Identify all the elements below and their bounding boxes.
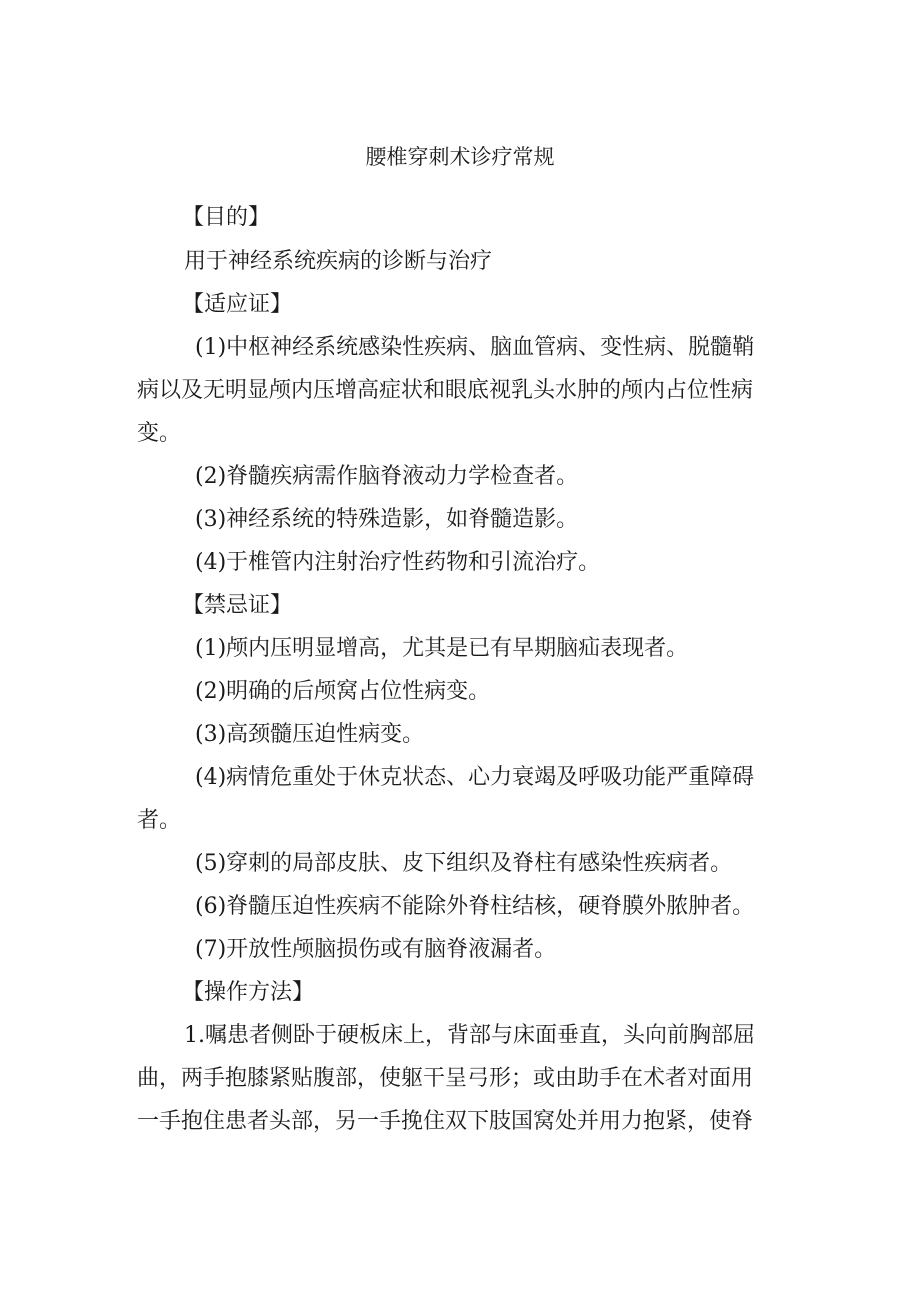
- paragraph-line: (1)中枢神经系统感染性疾病、脑血管病、变性病、脱髓鞘: [195, 335, 755, 360]
- paragraph-line: (7)开放性颅脑损伤或有脑脊液漏者。: [195, 937, 557, 962]
- paragraph-line: (3)高颈髓压迫性病变。: [195, 722, 425, 747]
- paragraph-line: (6)脊髓压迫性疾病不能除外脊柱结核，硬脊膜外脓肿者。: [195, 894, 755, 919]
- paragraph-line: (2)明确的后颅窝占位性病变。: [195, 679, 491, 704]
- paragraph-line: 曲，两手抱膝紧贴腹部，使躯干呈弓形；或由助手在术者对面用: [137, 1066, 754, 1091]
- paragraph-line: (1)颅内压明显增高，尤其是已有早期脑疝表现者。: [195, 636, 689, 661]
- paragraph-line: 1.嘱患者侧卧于硬板床上，背部与床面垂直，头向前胸部屈: [184, 1023, 755, 1048]
- paragraph-line: 用于神经系统疾病的诊断与治疗: [184, 249, 493, 274]
- paragraph-line: 者。: [137, 808, 182, 833]
- paragraph-line: 病以及无明显颅内压增高症状和眼底视乳头水肿的颅内占位性病: [137, 378, 754, 403]
- paragraph-line: (3)神经系统的特殊造影，如脊髓造影。: [195, 507, 579, 532]
- document-title: 腰椎穿刺术诊疗常规: [365, 145, 555, 169]
- paragraph-line: (2)脊髓疾病需作脑脊液动力学检查者。: [195, 464, 579, 489]
- paragraph-line: 变。: [137, 421, 182, 446]
- section-heading-indications: 【适应证】: [182, 292, 293, 317]
- paragraph-line: (5)穿刺的局部皮肤、皮下组织及脊柱有感染性疾病者。: [195, 851, 733, 876]
- section-heading-contraindications: 【禁忌证】: [182, 593, 293, 618]
- paragraph-line: 一手抱住患者头部，另一手挽住双下肢国窝处并用力抱紧，使脊: [137, 1109, 754, 1134]
- section-heading-procedure: 【操作方法】: [182, 980, 315, 1005]
- paragraph-line: (4)于椎管内注射治疗性药物和引流治疗。: [195, 550, 601, 575]
- section-heading-purpose: 【目的】: [182, 205, 271, 230]
- paragraph-line: (4)病情危重处于休克状态、心力衰竭及呼吸功能严重障碍: [195, 765, 755, 790]
